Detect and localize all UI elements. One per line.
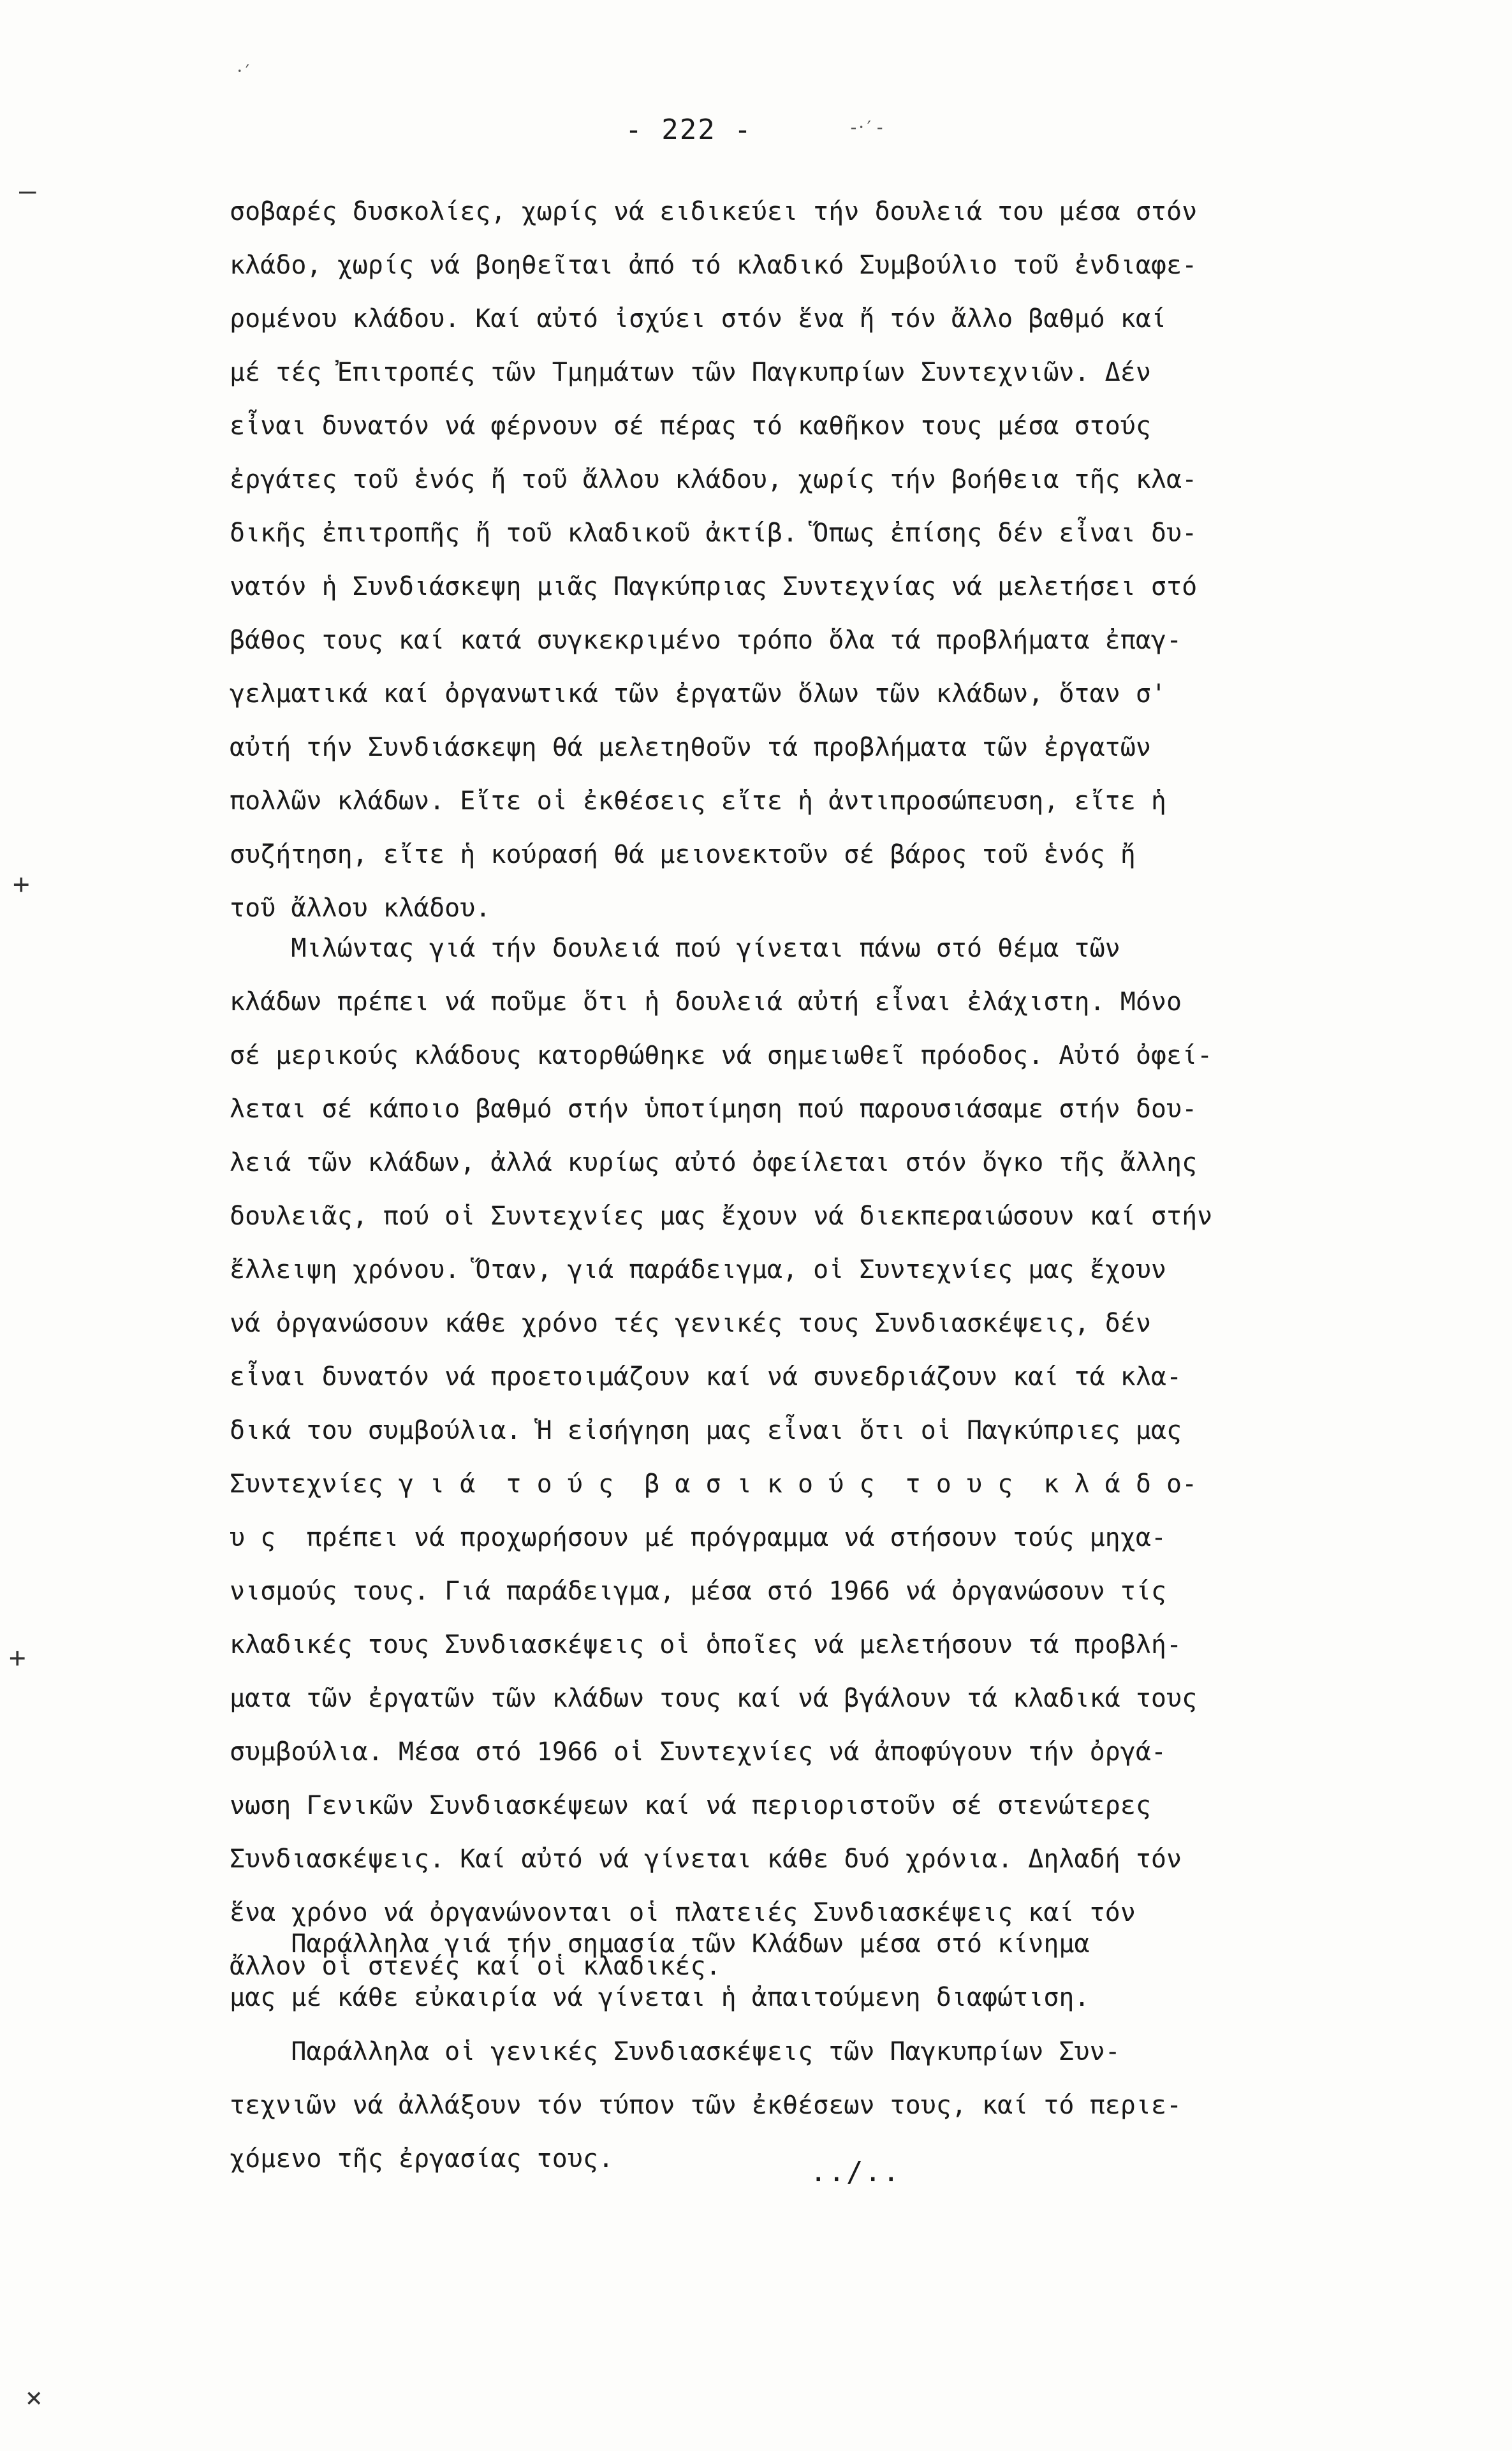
text-line: βάθος τους καί κατά συγκεκριμένο τρόπο ὅλα τά προβλήματα ἐπαγ- — [230, 626, 1182, 655]
text-line: ἄλλον οἱ στενές καί οἱ κλαδικές. — [230, 1952, 721, 1981]
text-line: ἐργάτες τοῦ ἑνός ἤ τοῦ ἄλλου κλάδου, χωρίς τήν βοήθεια τῆς κλα- — [230, 465, 1198, 494]
text-line: υ ς πρέπει νά προχωρήσουν μέ πρόγραμμα νά στήσουν τούς μηχα- — [230, 1523, 1167, 1552]
text-line: εἶναι δυνατόν νά φέρνουν σέ πέρας τό καθῆκον τους μέσα στούς — [230, 411, 1151, 441]
text-line: νισμούς τους. Γιά παράδειγμα, μέσα στό 1966 νά ὀργανώσουν τίς — [230, 1577, 1167, 1606]
paragraph-1 — [230, 185, 1352, 935]
paragraph-2 — [230, 922, 1352, 1993]
text-line: κλαδικές τους Συνδιασκέψεις οἱ ὁποῖες νά μελετήσουν τά προβλή- — [230, 1630, 1182, 1660]
text-line: σοβαρές δυσκολίες, χωρίς νά ειδικεύει τήν δουλειά του μέσα στόν — [230, 197, 1198, 226]
margin-mark: ⨯ — [26, 2381, 43, 2414]
text-line: σέ μερικούς κλάδους κατορθώθηκε νά σημειωθεῖ πρόοδος. Αὐτό ὀφεί- — [230, 1041, 1213, 1070]
text-line: λειά τῶν κλάδων, ἀλλά κυρίως αὐτό ὀφείλεται στόν ὄγκο τῆς ἄλλης — [230, 1148, 1198, 1177]
margin-mark: + — [13, 868, 30, 901]
scan-speck: ‐⸱′‐ — [848, 117, 886, 138]
text-line: γελματικά καί ὀργανωτικά τῶν ἐργατῶν ὅλων τῶν κλάδων, ὅταν σ' — [230, 679, 1167, 709]
text-line: ἔλλειψη χρόνου. Ὅταν, γιά παράδειγμα, οἱ Συντεχνίες μας ἔχουν — [230, 1255, 1167, 1284]
text-line: ρομένου κλάδου. Καί αὐτό ἰσχύει στόν ἕνα ἤ τόν ἄλλο βαθμό καί — [230, 304, 1167, 334]
continuation-mark: ../.. — [810, 2156, 901, 2188]
text-line: κλάδων πρέπει νά ποῦμε ὅτι ἡ δουλειά αὐτή εἶναι ἐλάχιστη. Μόνο — [230, 987, 1182, 1017]
margin-mark: — — [19, 175, 36, 207]
text-line: δικά του συμβούλια. Ἡ εἰσήγηση μας εἶναι ὅτι οἱ Παγκύπριες μας — [230, 1416, 1182, 1445]
paragraph-4 — [230, 2025, 1352, 2186]
text-line: μέ τές Ἐπιτροπές τῶν Τμημάτων τῶν Παγκυπρίων Συντεχνιῶν. Δέν — [230, 358, 1151, 387]
text-line: ματα τῶν ἐργατῶν τῶν κλάδων τους καί νά βγάλουν τά κλαδικά τους — [230, 1684, 1198, 1713]
text-line: Παράλληλα οἱ γενικές Συνδιασκέψεις τῶν Παγκυπρίων Συν- — [230, 2037, 1120, 2066]
page-number: - 222 - — [625, 114, 752, 146]
text-line: τοῦ ἄλλου κλάδου. — [230, 894, 491, 923]
text-line: Μιλώντας γιά τήν δουλειά πού γίνεται πάνω στό θέμα τῶν — [230, 934, 1120, 963]
text-line: συζήτηση, εἴτε ἡ κούρασή θά μειονεκτοῦν σέ βάρος τοῦ ἑνός ἤ — [230, 840, 1136, 869]
text-line: δικῆς ἐπιτροπῆς ἤ τοῦ κλαδικοῦ ἀκτίβ. Ὅπως ἐπίσης δέν εἶναι δυ- — [230, 519, 1198, 548]
text-line: νά ὀργανώσουν κάθε χρόνο τές γενικές τους Συνδιασκέψεις, δέν — [230, 1309, 1151, 1338]
text-line: Συνδιασκέψεις. Καί αὐτό νά γίνεται κάθε δυό χρόνια. Δηλαδή τόν — [230, 1844, 1182, 1874]
text-line: μας μέ κάθε εὐκαιρία νά γίνεται ἡ ἀπαιτούμενη διαφώτιση. — [230, 1983, 1090, 2012]
text-line: νωση Γενικῶν Συνδιασκέψεων καί νά περιοριστοῦν σέ στενώτερες — [230, 1791, 1151, 1820]
text-line: τεχνιῶν νά ἀλλάξουν τόν τύπον τῶν ἐκθέσεων τους, καί τό περιε- — [230, 2091, 1182, 2120]
text-line: Παράλληλα γιά τήν σημασία τῶν Κλάδων μέσα στό κίνημα — [230, 1929, 1090, 1959]
text-line: εἶναι δυνατόν νά προετοιμάζουν καί νά συνεδριάζουν καί τά κλα- — [230, 1362, 1182, 1392]
text-line: δουλειᾶς, πού οἱ Συντεχνίες μας ἔχουν νά διεκπεραιώσουν καί στήν — [230, 1202, 1213, 1231]
scan-speck: ⸱′ — [237, 61, 253, 82]
margin-mark: + — [9, 1642, 26, 1674]
text-line: χόμενο τῆς ἐργασίας τους. — [230, 2144, 614, 2174]
text-line: νατόν ἡ Συνδιάσκεψη μιᾶς Παγκύπριας Συντεχνίας νά μελετήσει στό — [230, 572, 1198, 601]
paragraph-3 — [230, 1917, 1352, 2024]
text-line: κλάδο, χωρίς νά βοηθεῖται ἀπό τό κλαδικό Συμβούλιο τοῦ ἐνδιαφε- — [230, 251, 1198, 280]
text-line: λεται σέ κάποιο βαθμό στήν ὑποτίμηση πού παρουσιάσαμε στήν δου- — [230, 1094, 1198, 1124]
text-line: Συντεχνίες γ ι ά τ ο ύ ς β α σ ι κ ο ύ ς τ ο υ ς κ λ ά δ ο- — [230, 1469, 1198, 1499]
text-line: πολλῶν κλάδων. Εἴτε οἱ ἐκθέσεις εἴτε ἡ ἀντιπροσώπευση, εἴτε ἡ — [230, 786, 1167, 816]
text-line: συμβούλια. Μέσα στό 1966 οἱ Συντεχνίες νά ἀποφύγουν τήν ὀργά- — [230, 1737, 1167, 1767]
text-line: αὐτή τήν Συνδιάσκεψη θά μελετηθοῦν τά προβλήματα τῶν ἐργατῶν — [230, 733, 1151, 762]
text-line: ἕνα χρόνο νά ὀργανώνονται οἱ πλατειές Συνδιασκέψεις καί τόν — [230, 1898, 1136, 1927]
